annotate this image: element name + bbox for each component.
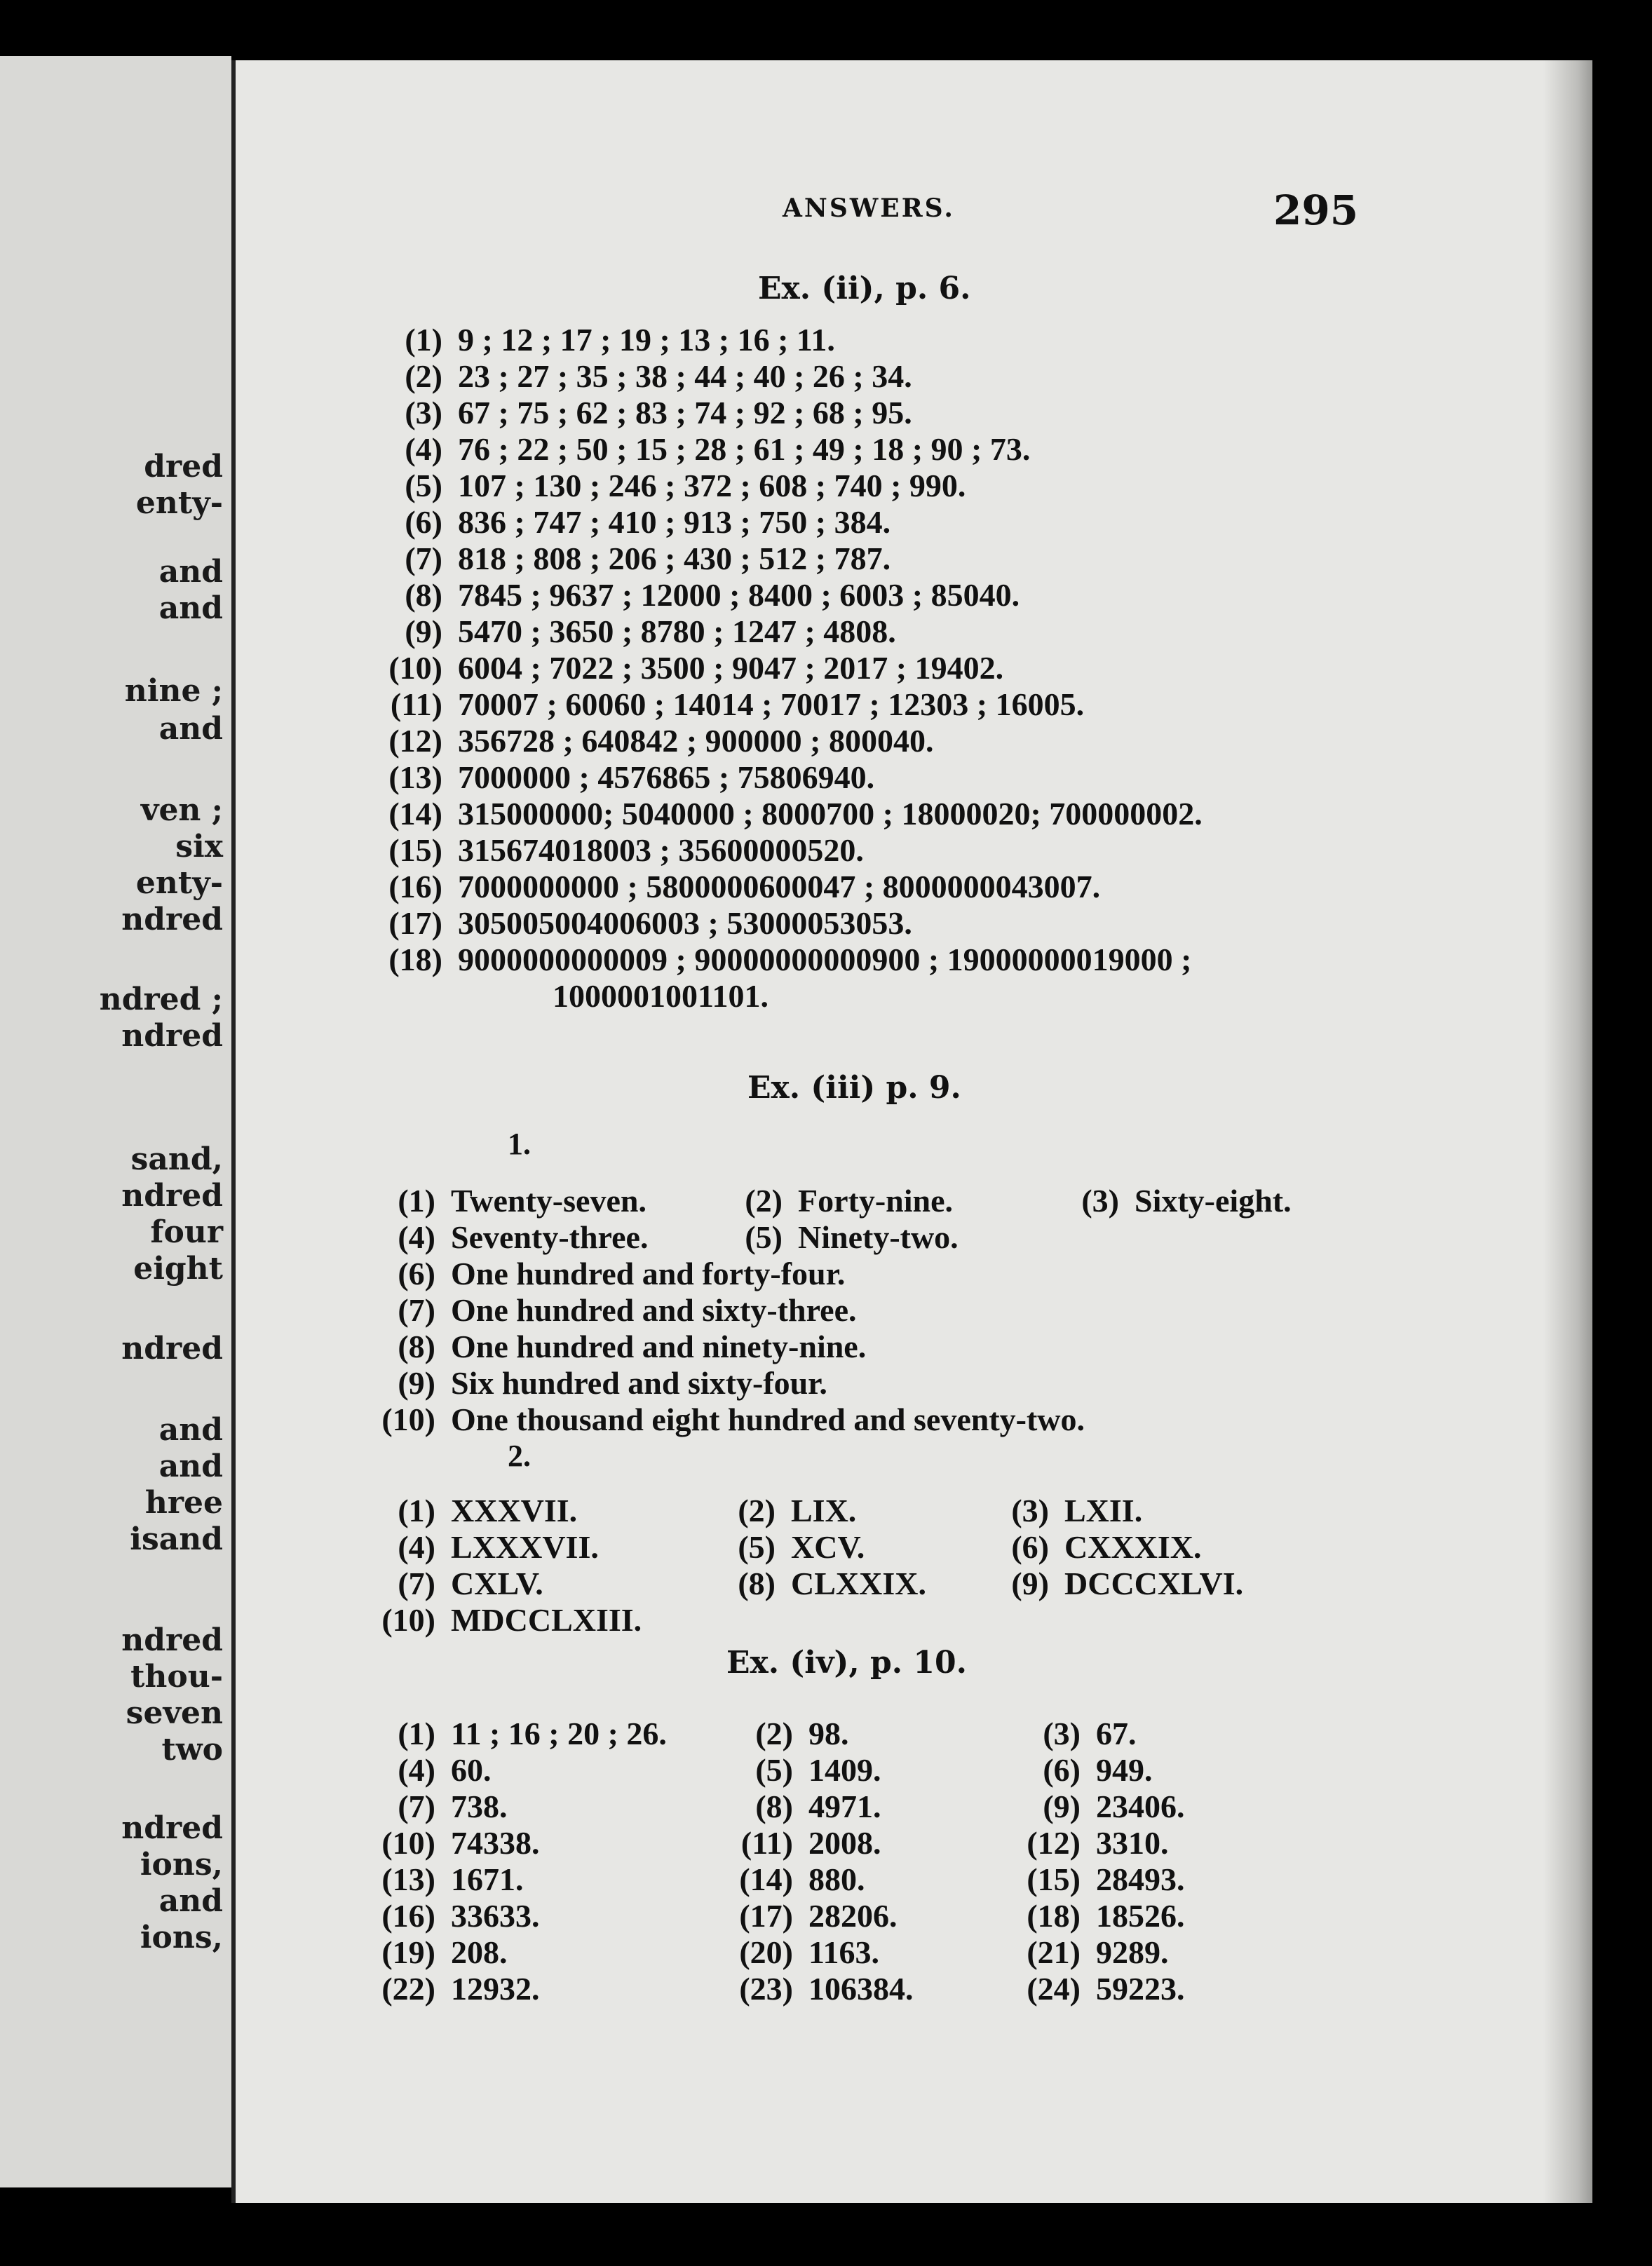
answer-number: (21)	[1027, 1934, 1081, 1970]
answer-text: 18526.	[1096, 1898, 1185, 1934]
section-heading-ex-iii: Ex. (iii) p. 9.	[747, 1070, 961, 1106]
answer-text: 28206.	[808, 1898, 898, 1934]
answer-item	[369, 1255, 845, 1292]
facing-page-fragment: ndred	[121, 1622, 223, 1658]
facing-page-fragment: and	[158, 1883, 223, 1919]
answer-text: LXII.	[1064, 1493, 1143, 1528]
answer-number: (2)	[745, 1183, 783, 1219]
answer-number: (24)	[1027, 1971, 1081, 2007]
answer-number: (2)	[755, 1716, 793, 1751]
answer-item	[993, 1565, 1243, 1602]
facing-page-fragment: and	[158, 711, 223, 747]
answer-line	[376, 722, 933, 759]
answer-text: 1000001001101.	[553, 978, 769, 1014]
answer-number: (9)	[398, 1365, 435, 1401]
answer-line	[376, 795, 1203, 832]
answer-item	[726, 1897, 898, 1934]
answer-text: 23406.	[1096, 1789, 1185, 1824]
answer-item	[369, 1182, 646, 1219]
answer-number: (15)	[1027, 1861, 1081, 1897]
facing-page-fragment: seven	[126, 1695, 223, 1731]
facing-page-edge	[0, 56, 231, 2187]
answer-number: (22)	[381, 1971, 435, 2007]
answer-number: (4)	[398, 1752, 435, 1788]
answer-text: Ninety-two.	[798, 1219, 959, 1255]
answer-item	[369, 1492, 577, 1529]
answer-number: (10)	[388, 650, 442, 686]
answer-text: 59223.	[1096, 1971, 1185, 2007]
answer-number: (8)	[738, 1566, 776, 1601]
answer-text: LXXXVII.	[451, 1529, 599, 1565]
answer-line	[376, 540, 891, 577]
answer-number: (10)	[381, 1825, 435, 1861]
answer-item	[369, 1751, 492, 1789]
answer-text: CXLV.	[451, 1566, 543, 1601]
answer-text: Forty-nine.	[798, 1183, 954, 1219]
answer-text: 67 ; 75 ; 62 ; 83 ; 74 ; 92 ; 68 ; 95.	[458, 395, 912, 430]
book-page	[231, 60, 1592, 2203]
answer-item	[369, 1934, 508, 1971]
answer-number: (18)	[388, 942, 442, 977]
answer-text: 60.	[451, 1752, 492, 1788]
answer-number: (6)	[405, 504, 442, 540]
answer-item	[1014, 1715, 1137, 1752]
answer-text: 949.	[1096, 1752, 1153, 1788]
facing-page-fragment: ndred	[121, 1018, 223, 1054]
answer-item	[1014, 1824, 1169, 1861]
answer-number: (17)	[739, 1898, 793, 1934]
answer-item	[726, 1715, 849, 1752]
facing-page-fragment: thou-	[130, 1659, 223, 1695]
answer-item	[719, 1492, 856, 1529]
facing-page-fragment: ions,	[140, 1920, 223, 1955]
answer-line	[376, 759, 874, 796]
facing-page-fragment: sand,	[130, 1141, 223, 1177]
answer-text: 9000000000009 ; 90000000000900 ; 19000000019000 ;	[458, 942, 1192, 977]
answer-number: (11)	[740, 1825, 793, 1861]
answer-item	[369, 1788, 508, 1825]
answer-item	[369, 1565, 543, 1602]
answer-text: 74338.	[451, 1825, 540, 1861]
answer-text: 28493.	[1096, 1861, 1185, 1897]
answer-item	[369, 1401, 1085, 1438]
answer-item	[369, 1715, 667, 1752]
facing-page-fragment: and	[158, 1412, 223, 1448]
answer-line	[376, 868, 1100, 905]
answer-number: (5)	[738, 1529, 776, 1565]
answer-text: 6004 ; 7022 ; 3500 ; 9047 ; 2017 ; 19402.	[458, 650, 1004, 686]
answer-text: Twenty-seven.	[451, 1183, 646, 1219]
facing-page-fragment: dred	[144, 449, 223, 484]
answer-number: (5)	[745, 1219, 783, 1255]
answer-text: One hundred and forty-four.	[451, 1256, 846, 1291]
answer-text: 4971.	[808, 1789, 881, 1824]
answer-line	[376, 649, 1003, 686]
facing-page-fragment: isand	[130, 1521, 223, 1557]
part-label-2: 2.	[508, 1439, 531, 1473]
answer-item	[369, 1970, 540, 2007]
answer-line	[376, 358, 912, 395]
answer-text: 836 ; 747 ; 410 ; 913 ; 750 ; 384.	[458, 504, 891, 540]
answer-text: 33633.	[451, 1898, 540, 1934]
answer-number: (13)	[381, 1861, 435, 1897]
answer-number: (13)	[388, 759, 442, 795]
answer-item	[369, 1528, 599, 1566]
answer-number: (10)	[381, 1602, 435, 1638]
answer-number: (9)	[1011, 1566, 1049, 1601]
answer-number: (8)	[755, 1789, 793, 1824]
answer-number: (1)	[398, 1183, 435, 1219]
answer-text: One hundred and ninety-nine.	[451, 1329, 867, 1364]
answer-number: (1)	[398, 1716, 435, 1751]
answer-number: (16)	[381, 1898, 435, 1934]
answer-item	[1014, 1934, 1169, 1971]
answer-number: (3)	[405, 395, 442, 430]
facing-page-fragment: ndred	[121, 1331, 223, 1366]
answer-text: Sixty-eight.	[1135, 1183, 1292, 1219]
facing-page-fragment: ven ;	[140, 792, 223, 828]
answer-item	[726, 1861, 865, 1898]
answer-line	[376, 613, 896, 650]
facing-page-fragment: and	[158, 554, 223, 590]
answer-number: (2)	[405, 358, 442, 394]
answer-number: (20)	[739, 1934, 793, 1970]
answer-item	[726, 1970, 914, 2007]
answer-number: (1)	[398, 1493, 435, 1528]
answer-item	[1014, 1861, 1185, 1898]
answer-item	[726, 1219, 959, 1256]
page-number: 295	[1273, 186, 1359, 234]
facing-page-fragment: enty-	[135, 865, 223, 901]
answer-line	[376, 686, 1084, 723]
answer-text: 98.	[808, 1716, 849, 1751]
answer-item	[369, 1824, 540, 1861]
answer-number: (3)	[1011, 1493, 1049, 1528]
answer-text: 9289.	[1096, 1934, 1169, 1970]
answer-text: 1163.	[808, 1934, 879, 1970]
answer-text: 315674018003 ; 35600000520.	[458, 832, 864, 868]
answer-text: 1671.	[451, 1861, 524, 1897]
answer-text: 2008.	[808, 1825, 881, 1861]
facing-page-fragment: hree	[144, 1485, 223, 1521]
answer-text: 3310.	[1096, 1825, 1169, 1861]
answer-text: 70007 ; 60060 ; 14014 ; 70017 ; 12303 ; 16005.	[458, 686, 1085, 722]
answer-number: (7)	[405, 541, 442, 576]
answer-line	[376, 576, 1020, 613]
answer-text: CLXXIX.	[791, 1566, 926, 1601]
answer-text: 738.	[451, 1789, 508, 1824]
answer-number: (19)	[381, 1934, 435, 1970]
answer-item	[1014, 1788, 1185, 1825]
answer-text: 880.	[808, 1861, 865, 1897]
answer-text: 818 ; 808 ; 206 ; 430 ; 512 ; 787.	[458, 541, 891, 576]
answer-number: (6)	[1043, 1752, 1081, 1788]
answer-item	[369, 1219, 648, 1256]
answer-number: (23)	[739, 1971, 793, 2007]
answer-text: Seventy-three.	[451, 1219, 649, 1255]
answer-text: 7845 ; 9637 ; 12000 ; 8400 ; 6003 ; 85040.	[458, 577, 1020, 613]
answer-item	[1014, 1897, 1185, 1934]
answer-text: 67.	[1096, 1716, 1137, 1751]
answer-number: (14)	[388, 796, 442, 832]
answer-item	[726, 1824, 881, 1861]
facing-page-fragment: four	[150, 1214, 223, 1250]
answer-line	[537, 977, 769, 1015]
answer-item	[726, 1182, 953, 1219]
page-edge-shadow	[1543, 60, 1592, 2203]
answer-item	[369, 1601, 642, 1639]
answer-number: (18)	[1027, 1898, 1081, 1934]
facing-page-fragment: ndred ;	[99, 982, 223, 1017]
answer-number: (5)	[755, 1752, 793, 1788]
part-label-1: 1.	[508, 1127, 531, 1161]
facing-page-fragment: nine ;	[124, 673, 223, 709]
answer-number: (10)	[381, 1402, 435, 1437]
answer-item	[1014, 1970, 1185, 2007]
answer-text: 5470 ; 3650 ; 8780 ; 1247 ; 4808.	[458, 613, 896, 649]
answer-item	[726, 1934, 879, 1971]
answer-number: (16)	[388, 869, 442, 904]
section-heading-ex-ii: Ex. (ii), p. 6.	[758, 271, 971, 306]
running-title: ANSWERS.	[783, 194, 955, 223]
answer-item	[993, 1492, 1142, 1529]
page-header	[236, 186, 1428, 250]
answer-text: 11 ; 16 ; 20 ; 26.	[451, 1716, 667, 1751]
answer-text: 7000000000 ; 5800000600047 ; 8000000043007.	[458, 869, 1101, 904]
facing-page-fragment: ndred	[121, 902, 223, 937]
answer-text: One thousand eight hundred and seventy-two.	[451, 1402, 1085, 1437]
answer-number: (12)	[388, 723, 442, 759]
answer-number: (3)	[1043, 1716, 1081, 1751]
answer-text: 12932.	[451, 1971, 540, 2007]
answer-text: 9 ; 12 ; 17 ; 19 ; 13 ; 16 ; 11.	[458, 322, 835, 358]
answer-number: (4)	[405, 431, 442, 467]
facing-page-fragment: enty-	[135, 485, 223, 521]
facing-page-fragment: ions,	[140, 1847, 223, 1882]
answer-number: (4)	[398, 1529, 435, 1565]
answer-line	[376, 941, 1191, 978]
answer-item	[369, 1861, 524, 1898]
answer-number: (1)	[405, 322, 442, 358]
answer-number: (8)	[405, 577, 442, 613]
answer-number: (6)	[1011, 1529, 1049, 1565]
answer-line	[376, 467, 966, 504]
answer-text: 23 ; 27 ; 35 ; 38 ; 44 ; 40 ; 26 ; 34.	[458, 358, 912, 394]
answer-number: (3)	[1081, 1183, 1119, 1219]
facing-page-fragment: two	[161, 1732, 223, 1768]
answer-text: 7000000 ; 4576865 ; 75806940.	[458, 759, 875, 795]
answer-line	[376, 394, 912, 431]
facing-page-fragment: six	[175, 829, 223, 864]
answer-number: (17)	[388, 905, 442, 941]
answer-number: (11)	[390, 686, 442, 722]
answer-number: (7)	[398, 1789, 435, 1824]
answer-number: (14)	[739, 1861, 793, 1897]
answer-text: XCV.	[791, 1529, 865, 1565]
answer-item	[369, 1897, 540, 1934]
facing-page-fragment: and	[158, 1449, 223, 1484]
answer-item	[369, 1328, 866, 1365]
answer-item	[369, 1291, 857, 1329]
answer-line	[376, 832, 864, 869]
answer-item	[993, 1528, 1202, 1566]
answer-number: (9)	[405, 613, 442, 649]
answer-text: CXXXIX.	[1064, 1529, 1202, 1565]
answer-item	[726, 1751, 881, 1789]
answer-text: LIX.	[791, 1493, 857, 1528]
facing-page-fragment: ndred	[121, 1810, 223, 1846]
answer-number: (15)	[388, 832, 442, 868]
answer-number: (7)	[398, 1292, 435, 1328]
answer-text: 315000000; 5040000 ; 8000700 ; 18000020; 700000002.	[458, 796, 1203, 832]
answer-item	[1063, 1182, 1292, 1219]
answer-number: (8)	[398, 1329, 435, 1364]
answer-number: (5)	[405, 468, 442, 503]
answer-number: (2)	[738, 1493, 776, 1528]
answer-line	[376, 430, 1030, 468]
answer-text: 356728 ; 640842 ; 900000 ; 800040.	[458, 723, 934, 759]
answer-text: 76 ; 22 ; 50 ; 15 ; 28 ; 61 ; 49 ; 18 ; 90 ; 73.	[458, 431, 1031, 467]
answer-line	[376, 503, 891, 541]
answer-item	[1014, 1751, 1153, 1789]
answer-number: (12)	[1027, 1825, 1081, 1861]
answer-number: (4)	[398, 1219, 435, 1255]
section-heading-ex-iv: Ex. (iv), p. 10.	[726, 1645, 967, 1681]
facing-page-fragment: eight	[133, 1251, 223, 1287]
answer-text: XXXVII.	[451, 1493, 578, 1528]
answer-item	[369, 1364, 827, 1402]
answer-text: Six hundred and sixty-four.	[451, 1365, 827, 1401]
answer-line	[376, 904, 912, 942]
answer-number: (9)	[1043, 1789, 1081, 1824]
answer-text: 107 ; 130 ; 246 ; 372 ; 608 ; 740 ; 990.	[458, 468, 966, 503]
facing-page-fragment: ndred	[121, 1178, 223, 1214]
answer-text: 305005004006003 ; 53000053053.	[458, 905, 912, 941]
facing-page-fragment: and	[158, 590, 223, 626]
answer-item	[726, 1788, 881, 1825]
answer-item	[719, 1528, 865, 1566]
answer-number: (7)	[398, 1566, 435, 1601]
answer-line	[376, 321, 835, 358]
answer-number: (6)	[398, 1256, 435, 1291]
answer-item	[719, 1565, 926, 1602]
answer-text: One hundred and sixty-three.	[451, 1292, 857, 1328]
answer-text: DCCCXLVI.	[1064, 1566, 1244, 1601]
answer-text: MDCCLXIII.	[451, 1602, 642, 1638]
answer-text: 1409.	[808, 1752, 881, 1788]
answer-text: 208.	[451, 1934, 508, 1970]
answer-text: 106384.	[808, 1971, 914, 2007]
